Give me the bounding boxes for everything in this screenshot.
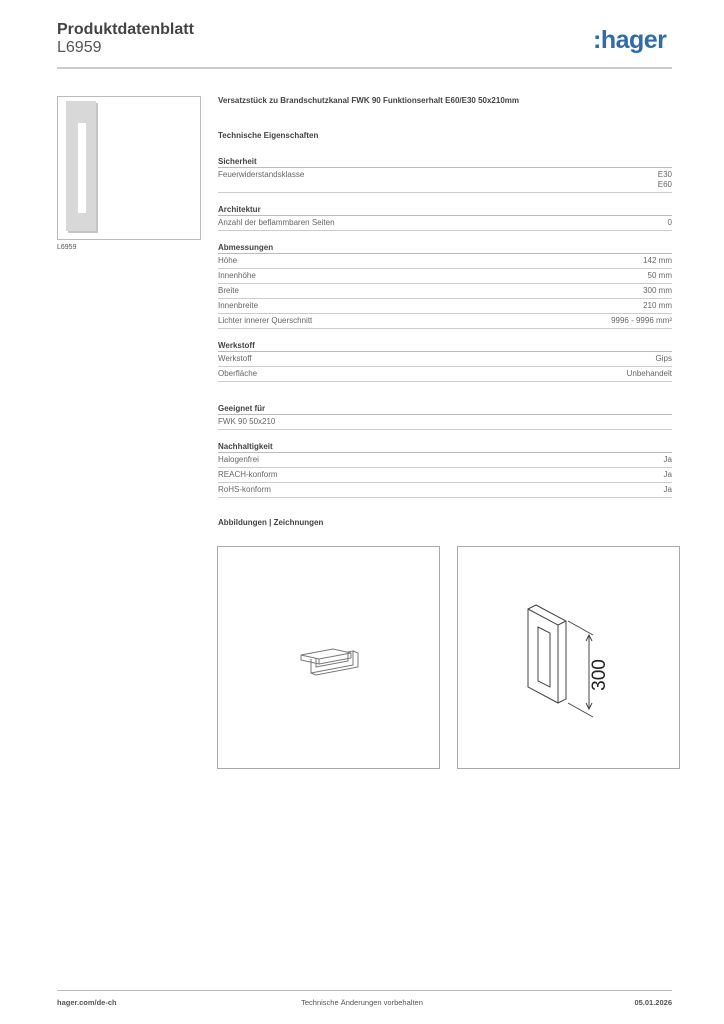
- footer-disclaimer: Technische Änderungen vorbehalten: [301, 998, 423, 1007]
- section-heading: Architektur: [218, 205, 672, 216]
- dimension-drawing-svg: [458, 547, 681, 770]
- section-architektur: [218, 205, 672, 231]
- row-label: Halogenfrei: [218, 455, 259, 464]
- row-value: 210 mm: [643, 301, 672, 310]
- row-label: REACH-konform: [218, 470, 278, 479]
- section-heading: Abmessungen: [218, 243, 672, 254]
- footer-website-link[interactable]: hager.com/de-ch: [57, 998, 117, 1007]
- row-label: Höhe: [218, 256, 238, 265]
- table-row: [218, 284, 672, 299]
- table-row: [218, 415, 672, 430]
- document-title: Produktdatenblatt: [57, 21, 194, 38]
- table-row: [218, 299, 672, 314]
- row-value: Gips: [655, 354, 672, 363]
- hager-logo: :hager: [593, 26, 667, 54]
- row-label: Werkstoff: [218, 354, 252, 363]
- table-row: [218, 269, 672, 284]
- row-value: 142 mm: [643, 256, 672, 265]
- row-label: Innenbreite: [218, 301, 259, 310]
- section-heading: Sicherheit: [218, 157, 672, 168]
- product-iso-drawing: [218, 547, 441, 770]
- product-thumbnail: [57, 96, 201, 240]
- section-werkstoff: [218, 341, 672, 382]
- row-label: Oberfläche: [218, 369, 258, 378]
- footer-date: 05.01.2026: [634, 998, 672, 1007]
- row-label: Lichter innerer Querschnitt: [218, 316, 313, 325]
- table-row: [218, 367, 672, 382]
- row-label: Breite: [218, 286, 239, 295]
- row-label: Innenhöhe: [218, 271, 256, 280]
- table-row: [218, 468, 672, 483]
- row-label: RoHS-konform: [218, 485, 271, 494]
- table-row: [218, 168, 672, 193]
- footer-divider: [57, 990, 672, 991]
- section-heading: Geeignet für: [218, 404, 672, 415]
- table-row: [218, 314, 672, 329]
- properties-column: [218, 96, 672, 532]
- section-geeignet: [218, 404, 672, 430]
- row-value: Ja: [663, 485, 672, 494]
- product-title: Versatzstück zu Brandschutzkanal FWK 90 Funktionserhalt E60/E30 50x210mm: [218, 96, 519, 105]
- row-label: Feuerwiderstandsklasse: [218, 170, 305, 179]
- dimension-drawing: [457, 546, 680, 769]
- table-row: [218, 483, 672, 498]
- row-value: 0: [667, 218, 672, 227]
- table-row: [218, 453, 672, 468]
- tech-heading: Technische Eigenschaften: [218, 131, 319, 140]
- section-heading: Werkstoff: [218, 341, 672, 352]
- row-value: Ja: [663, 470, 672, 479]
- table-row: [218, 352, 672, 367]
- row-value: Ja: [663, 455, 672, 464]
- table-row: [218, 216, 672, 231]
- table-row: [218, 254, 672, 269]
- row-value: E60: [657, 180, 672, 189]
- row-label: FWK 90 50x210: [218, 417, 276, 426]
- row-label: Anzahl der beflammbaren Seiten: [218, 218, 335, 227]
- section-sicherheit: [218, 157, 672, 193]
- dimension-label: 300: [589, 659, 610, 691]
- header-divider: [57, 67, 672, 69]
- row-value: 300 mm: [643, 286, 672, 295]
- row-value: 9996 - 9996 mm²: [611, 316, 672, 325]
- row-value: E30: [657, 170, 672, 179]
- section-heading: Nachhaltigkeit: [218, 442, 672, 453]
- product-image: [217, 546, 440, 769]
- thumbnail-caption: L6959: [57, 244, 77, 251]
- row-value: Unbehandelt: [626, 369, 672, 378]
- product-code: L6959: [57, 39, 102, 56]
- images-heading: Abbildungen | Zeichnungen: [218, 518, 324, 527]
- row-value: 50 mm: [647, 271, 672, 280]
- section-abmessungen: [218, 243, 672, 329]
- section-nachhaltigkeit: [218, 442, 672, 498]
